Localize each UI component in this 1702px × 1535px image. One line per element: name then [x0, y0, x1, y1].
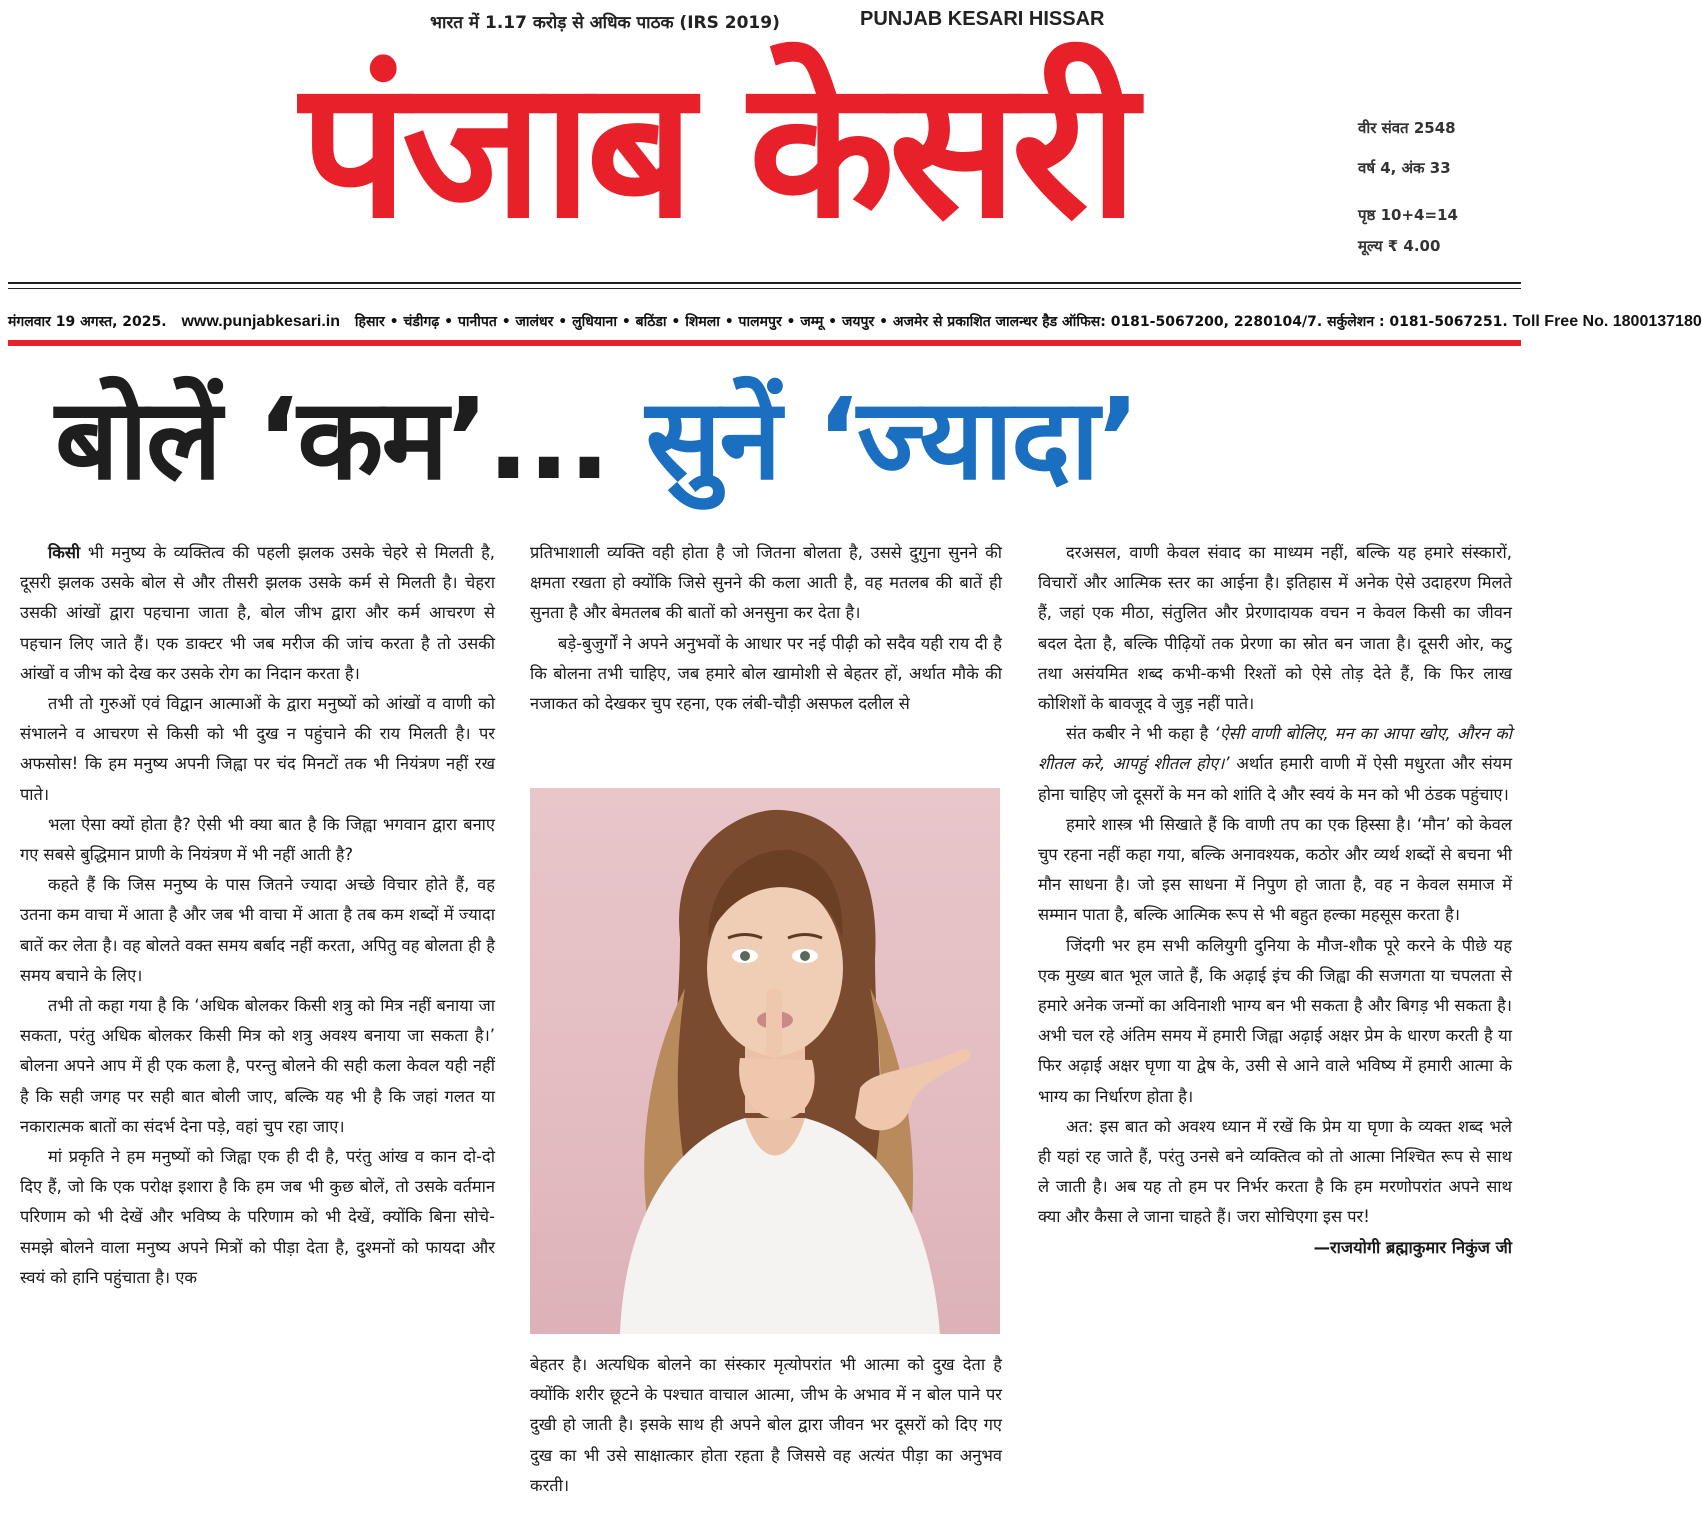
headline: [55, 365, 1515, 515]
paragraph-text: भी मनुष्य के व्यक्तित्व की पहली झलक उसके चेहरे से मिलती है, दूसरी झलक उसके बोल से और तीसरी झलक उसके कर्म से मिलती है। चेहरा उसकी आंखों द्वारा पहचाना जाता है, बोल जीभ द्वारा और कर्म आचरण से पहचान लिए जाते हैं। एक डाक्टर भी जब मरीज की जांच करता है तो उसकी आंखों व जीभ को देख कर उसके रोग का निदान करता है।: [20, 543, 495, 683]
top-rule: [8, 282, 1521, 284]
paragraph: दरअसल, वाणी केवल संवाद का माध्यम नहीं, बल्कि यह हमारे संस्कारों, विचारों और आत्मिक स्तर का आईना है। इतिहास में अनेक ऐसे उदाहरण मिलते हैं, जहां एक मीठा, संतुलित और प्रेरणादायक वचन न केवल किसी का जीवन बदल देता है, बल्कि पीढ़ियों तक प्रेरणा का स्रोत बन जाता है। दूसरी ओर, कटु तथा असंयमित शब्द कभी-कभी रिश्तों को ऐसे तोड़ देते हैं, कि फिर लाख कोशिशों के बावजूद वे जुड़ नहीं पाते।: [1038, 543, 1512, 714]
author-byline: —राजयोगी ब्रह्माकुमार निकुंज जी: [1313, 1237, 1512, 1257]
paragraph: बड़े-बुजुर्गों ने अपने अनुभवों के आधार पर नई पीढ़ी को सदैव यही राय दी है कि बोलना तभी चाहिए, जब हमारे बोल खामोशी से बेहतर हों, अर्थात मौके की नजाकत को देखकर चुप रहना, एक लंबी-चौड़ी असफल दलील से: [530, 633, 1002, 714]
red-divider: [8, 340, 1521, 346]
article-column-3: [1038, 538, 1512, 1263]
paragraph: तभी तो गुरुओं एवं विद्वान आत्माओं के द्वारा मनुष्यों को आंखों व वाणी को संभालने व आचरण से किसी को भी दुख न पहुंचाने की राय मिलती है। पर अफसोस! कि हम मनुष्य अपनी जिह्वा पर चंद मिनटों तक भी नियंत्रण नहीं रख पाते।: [20, 694, 495, 804]
paragraph: प्रतिभाशाली व्यक्ति वही होता है जो जितना बोलता है, उससे दुगुना सुनने की क्षमता रखता हो क्योंकि जिसे सुनने की कला आती है, वह मतलब की बातें ही सुनता है और बेमतलब की बातों को अनसुना कर देता है।: [530, 543, 1002, 623]
paragraph: भला ऐसा क्यों होता है? ऐसी भी क्या बात है कि जिह्वा भगवान द्वारा बनाए गए सबसे बुद्धिमान प्राणी के नियंत्रण में भी नहीं आती है?: [20, 814, 495, 865]
issue-date: मंगलवार 19 अगस्त, 2025.: [8, 314, 167, 330]
meta-volume: वर्ष 4, अंक 33: [1358, 159, 1451, 177]
paragraph: [20, 538, 495, 689]
paragraph: तभी तो कहा गया है कि ‘अधिक बोलकर किसी शत्रु को मित्र नहीं बनाया जा सकता, परंतु अधिक बोलकर किसी मित्र को शत्रु अवश्य बनाया जा सकता है।’ बोलना अपने आप में ही एक कला है, परन्तु बोलने की सही कला केवल यही नहीं है कि सही जगह पर सही बात बोली जाए, बल्कि यह भी है कि जहां गलत या नकारात्मक बातों का संदर्भ देना पड़े, वहां चुप रहा जाए।: [20, 996, 495, 1136]
paragraph: [1038, 719, 1512, 810]
article-column-2-top: [530, 538, 1002, 719]
newspaper-logo: पंजाब केसरी: [300, 39, 1133, 260]
article-column-1: [20, 538, 495, 1293]
paragraph-text: संत कबीर ने भी कहा है: [1066, 724, 1215, 744]
lead-word: किसी: [48, 543, 81, 562]
article-column-2-bottom: [530, 1350, 1002, 1501]
paragraph: जिंदगी भर हम सभी कलियुगी दुनिया के मौज-शौक पूरे करने के पीछे यह एक मुख्य बात भूल जाते हैं, कि अढ़ाई इंच की जिह्वा की सजगता या चपलता से हमारे अनेक जन्मों का अविनाशी भाग्य बन भी सकता है और बिगड़ भी सकता है। अभी चल रहे अंतिम समय में हमारी जिह्वा अढ़ाई अक्षर प्रेम के धारण करती है या फिर अढ़ाई अक्षर घृणा या द्वेष के, उसी से आने वाले भविष्य में हमारी आत्मा के भाग्य का निर्धारण होता है।: [1038, 935, 1512, 1106]
top-rule-thin: [8, 288, 1521, 289]
toll-free: Toll Free No. 1800137180: [1512, 313, 1702, 330]
meta-samvat: वीर संवत 2548: [1358, 119, 1456, 137]
paragraph: बेहतर है। अत्यधिक बोलने का संस्कार मृत्योपरांत भी आत्मा को दुख देता है क्योंकि शरीर छूटने के पश्चात वाचाल आत्मा, जीभ के अभाव में न बोल पाने पर दुखी हो जाती है। इसके साथ ही अपने बोल द्वारा जीवन भर दूसरों को दिए गए दुख का भी उसे साक्षात्कार होता रहता है जिससे वह अत्यंत पीड़ा का अनुभव करती।: [530, 1355, 1002, 1495]
photo-illustration: [530, 788, 1000, 1334]
readership-note: भारत में 1.17 करोड़ से अधिक पाठक (IRS 2019): [430, 13, 780, 33]
meta-pages: पृष्ठ 10+4=14: [1358, 206, 1458, 224]
paragraph: हमारे शास्त्र भी सिखाते हैं कि वाणी तप का एक हिस्सा है। ‘मौन’ को केवल चुप रहना नहीं कहा गया, बल्कि अनावश्यक, कठोर और व्यर्थ शब्दों से बचना भी मौन साधना है। जो इस साधना में निपुण हो जाता है, वह न केवल समाज में सम्मान पाता है, बल्कि आत्मिक रूप से भी बहुत हल्का महसूस करता है।: [1038, 814, 1512, 925]
kabir-quote: ‘ऐसी वाणी बोलिए, मन का आपा खोए, औरन को शीतल करे, आपहुं शीतल होए।’: [1038, 724, 1512, 774]
paragraph-text: अर्थात हमारी वाणी में ऐसी मधुरता और संयम होना चाहिए जो दूसरों के मन को शांति दे और स्वयं के मन को भी ठंडक पहुंचाए।: [1038, 754, 1512, 804]
paragraph: कहते हैं कि जिस मनुष्य के पास जितने ज्यादा अच्छे विचार होते हैं, वह उतना कम वाचा में आता है और जब भी वाचा में आता है तब कम शब्दों में ज्यादा बातें कर लेता है। वह बोलते वक्त समय बर्बाद नहीं करता, अपितु वह बोलता ही है समय बचाने के लिए।: [20, 875, 495, 985]
paragraph: अत: इस बात को अवश्य ध्यान में रखें कि प्रेम या घृणा के व्यक्त शब्द भले ही यहां रह जाते हैं, परंतु उनसे बने व्यक्तित्व को तो आत्मा निश्चित रूप से साथ ले जाती है। अब यह तो हम पर निर्भर करता है कि हम मरणोपरांत अपने साथ क्या और कैसा ले जाना चाहते हैं। जरा सोचिएगा इस पर!: [1038, 1116, 1512, 1227]
headline-part-listen: सुनें ‘ज्यादा’: [645, 375, 1139, 505]
paragraph: मां प्रकृति ने हम मनुष्यों को जिह्वा एक ही दी है, परंतु आंख व कान दो-दो दिए हैं, जो कि एक परोक्ष इशारा है कि हम जब भी कुछ बोलें, तो उसके वर्तमान परिणाम को भी देखें और भविष्य के परिणाम को भी देखें, क्योंकि बिना सोचे-समझे बोलने वाला मनुष्य अपने मित्रों को पीड़ा देता है, दुश्मनों को फायदा और स्वयं को हानि पहुंचाता है। एक: [20, 1147, 495, 1287]
photo-woman-shushing: [530, 788, 1000, 1334]
meta-price: मूल्य ₹ 4.00: [1358, 237, 1441, 255]
website-link[interactable]: www.punjabkesari.in: [181, 313, 341, 330]
dateline: [8, 312, 1702, 331]
headline-part-speak: बोलें ‘कम’...: [55, 375, 609, 505]
edition-name: PUNJAB KESARI HISSAR: [860, 8, 1105, 30]
publication-cities: हिसार • चंडीगढ़ • पानीपत • जालंधर • लुधियाना • बठिंडा • शिमला • पालमपुर • जम्मू • जयपुर • अजमेर से प्रकाशित जालन्धर हैड ऑफिस: 0181-5067200, 2280104/7. सर्कुलेशन : 0181-5067251.: [354, 314, 1508, 330]
